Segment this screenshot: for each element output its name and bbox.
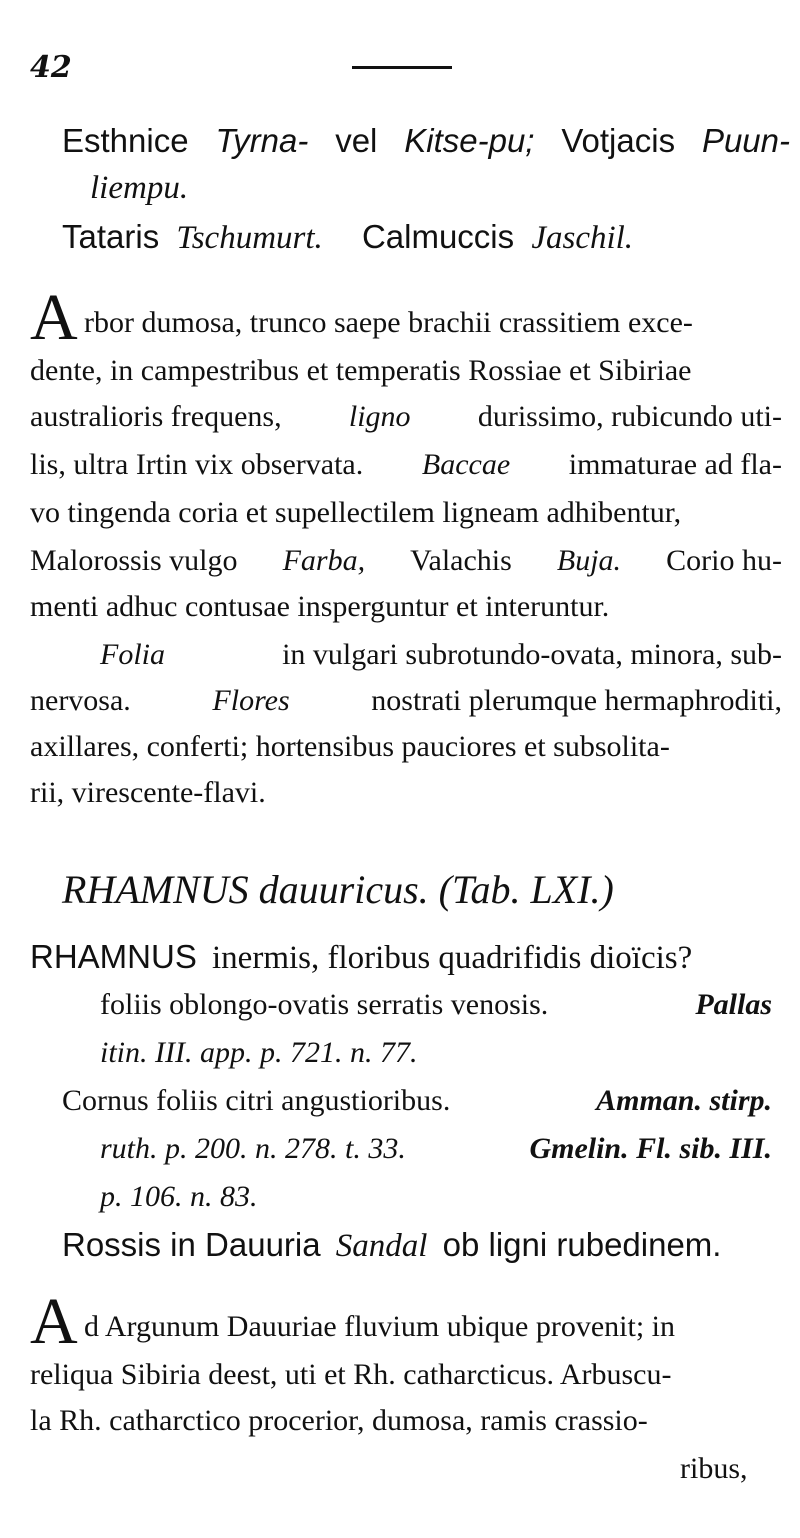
text: Sandal (335, 1228, 428, 1264)
text: Jaschil. (531, 220, 634, 256)
text: Kitse-pu; (404, 122, 535, 159)
text: Flores (212, 684, 290, 717)
text: lis, ultra Irtin vix observata. (30, 448, 364, 481)
header-rule (352, 66, 452, 69)
last-line-2: reliqua Sibiria deest, uti et Rh. catharcticus. Arbuscu- (30, 1358, 672, 1391)
text: Rossis in Dauuria (62, 1226, 321, 1263)
desc-line-8 (100, 638, 782, 672)
text: Buja. (556, 544, 622, 577)
text: Votjacis (561, 122, 676, 159)
text: durissimo, rubicundo uti- (477, 400, 782, 433)
catchword: ribus, (680, 1452, 748, 1485)
diag-line-6: p. 106. n. 83. (100, 1180, 258, 1213)
text: ob ligni rubedinem. (442, 1226, 722, 1263)
diag-line-4 (62, 1084, 772, 1118)
text: vel (335, 122, 378, 159)
text: RHAMNUS (30, 938, 197, 975)
text: Tataris (62, 218, 160, 255)
diag-line-2 (100, 988, 772, 1022)
desc-line-3 (30, 400, 782, 434)
names-line-3 (62, 218, 633, 257)
desc-line-7: menti adhuc contusae insperguntur et interuntur. (30, 590, 610, 623)
text: in vulgari subrotundo-ovata, minora, sub- (282, 638, 782, 671)
text: immaturae ad fla- (568, 448, 782, 481)
desc-line-11: rii, virescente-flavi. (30, 776, 266, 809)
text: Pallas (695, 988, 772, 1021)
text: nervosa. (30, 684, 131, 717)
diag-line-7 (62, 1226, 721, 1265)
desc-line-6 (30, 544, 782, 578)
last-line-1: d Argunum Dauuriae fluvium ubique provenit; in (84, 1310, 676, 1343)
text: Farba, (282, 544, 366, 577)
text: ligno (348, 400, 411, 433)
drop-cap: A (30, 281, 78, 354)
text: Puun- (701, 122, 790, 159)
page-number: 42 (30, 50, 72, 85)
text: Tyrna- (215, 122, 309, 159)
diag-line-1 (30, 938, 692, 977)
text: Esthnice (62, 122, 189, 159)
text: Corio hu- (666, 544, 782, 577)
drop-cap: A (30, 1285, 78, 1358)
last-line-3: la Rh. catharctico procerior, dumosa, ramis crassio- (30, 1404, 648, 1437)
text: Gmelin. Fl. sib. III. (529, 1132, 772, 1165)
text: Amman. stirp. (596, 1084, 772, 1117)
desc-line-9 (30, 684, 782, 718)
text: australioris frequens, (30, 400, 282, 433)
names-line-2: liempu. (90, 170, 189, 206)
text: Baccae (421, 448, 511, 481)
desc-line-2: dente, in campestribus et temperatis Rossiae et Sibiriae (30, 354, 692, 387)
desc-line-4 (30, 448, 782, 482)
text: Cornus foliis citri angustioribus. (62, 1084, 451, 1117)
text: Valachis (410, 544, 512, 577)
text: Malorossis vulgo (30, 544, 238, 577)
diag-line-5 (100, 1132, 772, 1166)
text: foliis oblongo-ovatis serratis venosis. (100, 988, 549, 1021)
desc-line-5: vo tingenda coria et supellectilem ligneam adhibentur, (30, 496, 682, 529)
text: Tschumurt. (176, 220, 323, 256)
desc-line-10: axillares, conferti; hortensibus pauciores et subsolita- (30, 730, 670, 763)
text: inermis, floribus quadrifidis dioïcis? (212, 940, 693, 976)
species-heading: RHAMNUS dauuricus. (Tab. LXI.) (62, 867, 614, 912)
text: nostrati plerumque hermaphroditi, (371, 684, 782, 717)
text: Calmuccis (361, 218, 515, 255)
names-line-1 (62, 122, 790, 160)
desc-line-1: rbor dumosa, trunco saepe brachii crassitiem exce- (84, 306, 693, 339)
diag-line-3: itin. III. app. p. 721. n. 77. (100, 1036, 418, 1069)
text: ruth. p. 200. n. 278. t. 33. (100, 1132, 406, 1165)
text: Folia (100, 638, 165, 671)
